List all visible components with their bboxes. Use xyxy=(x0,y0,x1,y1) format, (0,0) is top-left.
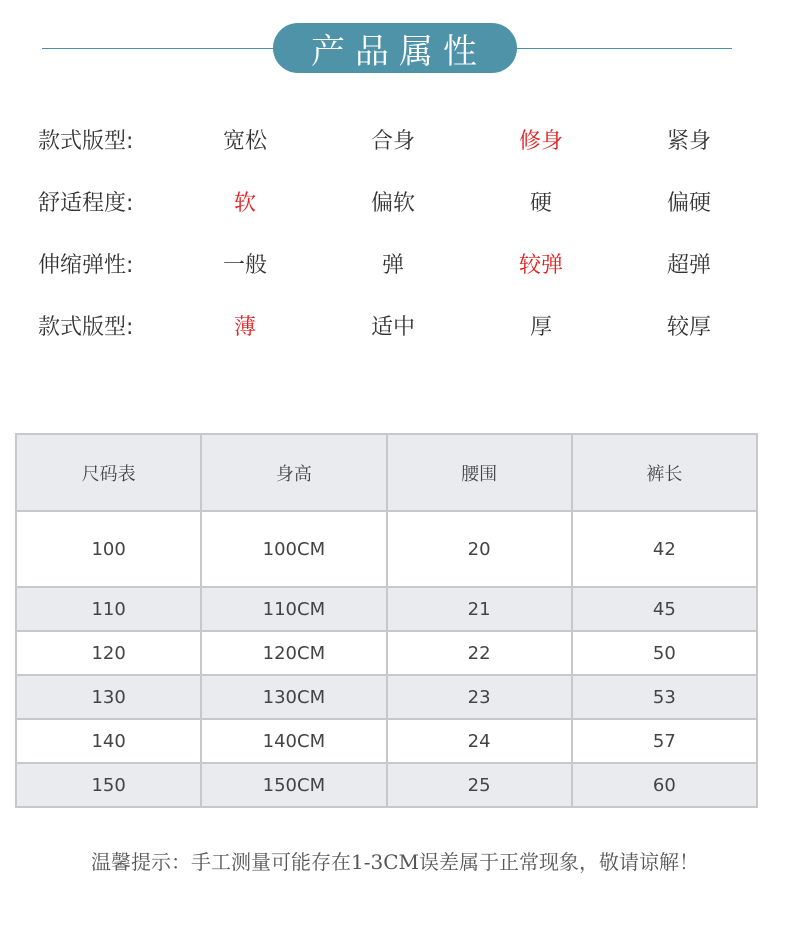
header-length: 裤长 xyxy=(572,434,757,511)
attribute-option: 紧身 xyxy=(666,129,711,154)
table-row xyxy=(16,587,757,631)
attribute-option: 偏硬 xyxy=(666,191,711,216)
cell-height: 100CM xyxy=(201,511,386,587)
cell-size: 150 xyxy=(16,763,201,807)
attribute-row xyxy=(0,184,790,224)
cell-size: 120 xyxy=(16,631,201,675)
cell-size: 100 xyxy=(16,511,201,587)
attribute-option: 硬 xyxy=(529,191,552,216)
cell-waist: 21 xyxy=(387,587,572,631)
cell-height: 150CM xyxy=(201,763,386,807)
attribute-row xyxy=(0,246,790,286)
cell-height: 130CM xyxy=(201,675,386,719)
cell-height: 110CM xyxy=(201,587,386,631)
header-waist: 腰围 xyxy=(387,434,572,511)
cell-length: 50 xyxy=(572,631,757,675)
table-row xyxy=(16,511,757,587)
attribute-option: 一般 xyxy=(222,253,267,278)
header-size: 尺码表 xyxy=(16,434,201,511)
attribute-option: 偏软 xyxy=(370,191,415,216)
attribute-option: 适中 xyxy=(370,315,415,340)
cell-waist: 22 xyxy=(387,631,572,675)
header-line-left xyxy=(42,48,274,49)
cell-height: 140CM xyxy=(201,719,386,763)
cell-size: 130 xyxy=(16,675,201,719)
attribute-option: 超弹 xyxy=(666,253,711,278)
attribute-option: 弹 xyxy=(381,253,404,278)
attribute-label: 舒适程度: xyxy=(38,191,134,216)
cell-waist: 25 xyxy=(387,763,572,807)
attribute-option: 合身 xyxy=(370,129,415,154)
attribute-option-selected: 修身 xyxy=(518,129,563,154)
cell-height: 120CM xyxy=(201,631,386,675)
header-line-right xyxy=(516,48,732,49)
size-table-header-row xyxy=(16,434,757,511)
attribute-label: 款式版型: xyxy=(38,129,134,154)
attribute-option: 宽松 xyxy=(222,129,267,154)
cell-length: 60 xyxy=(572,763,757,807)
cell-length: 57 xyxy=(572,719,757,763)
attribute-row xyxy=(0,308,790,348)
attribute-row xyxy=(0,122,790,162)
attribute-option: 较厚 xyxy=(666,315,711,340)
cell-size: 140 xyxy=(16,719,201,763)
table-row xyxy=(16,763,757,807)
size-table xyxy=(15,433,758,808)
table-row xyxy=(16,675,757,719)
cell-length: 53 xyxy=(572,675,757,719)
table-row xyxy=(16,719,757,763)
cell-length: 45 xyxy=(572,587,757,631)
attribute-option: 厚 xyxy=(529,315,552,340)
cell-waist: 23 xyxy=(387,675,572,719)
section-title: 产品属性 xyxy=(273,23,517,73)
attribute-label: 伸缩弹性: xyxy=(38,253,134,278)
cell-size: 110 xyxy=(16,587,201,631)
attribute-option-selected: 软 xyxy=(233,191,256,216)
header-height: 身高 xyxy=(201,434,386,511)
attribute-option-selected: 较弹 xyxy=(518,253,563,278)
cell-waist: 24 xyxy=(387,719,572,763)
cell-length: 42 xyxy=(572,511,757,587)
table-row xyxy=(16,631,757,675)
cell-waist: 20 xyxy=(387,511,572,587)
attribute-label: 款式版型: xyxy=(38,315,134,340)
measurement-tip: 温馨提示：手工测量可能存在1-3CM误差属于正常现象，敬请谅解！ xyxy=(91,850,699,874)
attribute-option-selected: 薄 xyxy=(233,315,256,340)
